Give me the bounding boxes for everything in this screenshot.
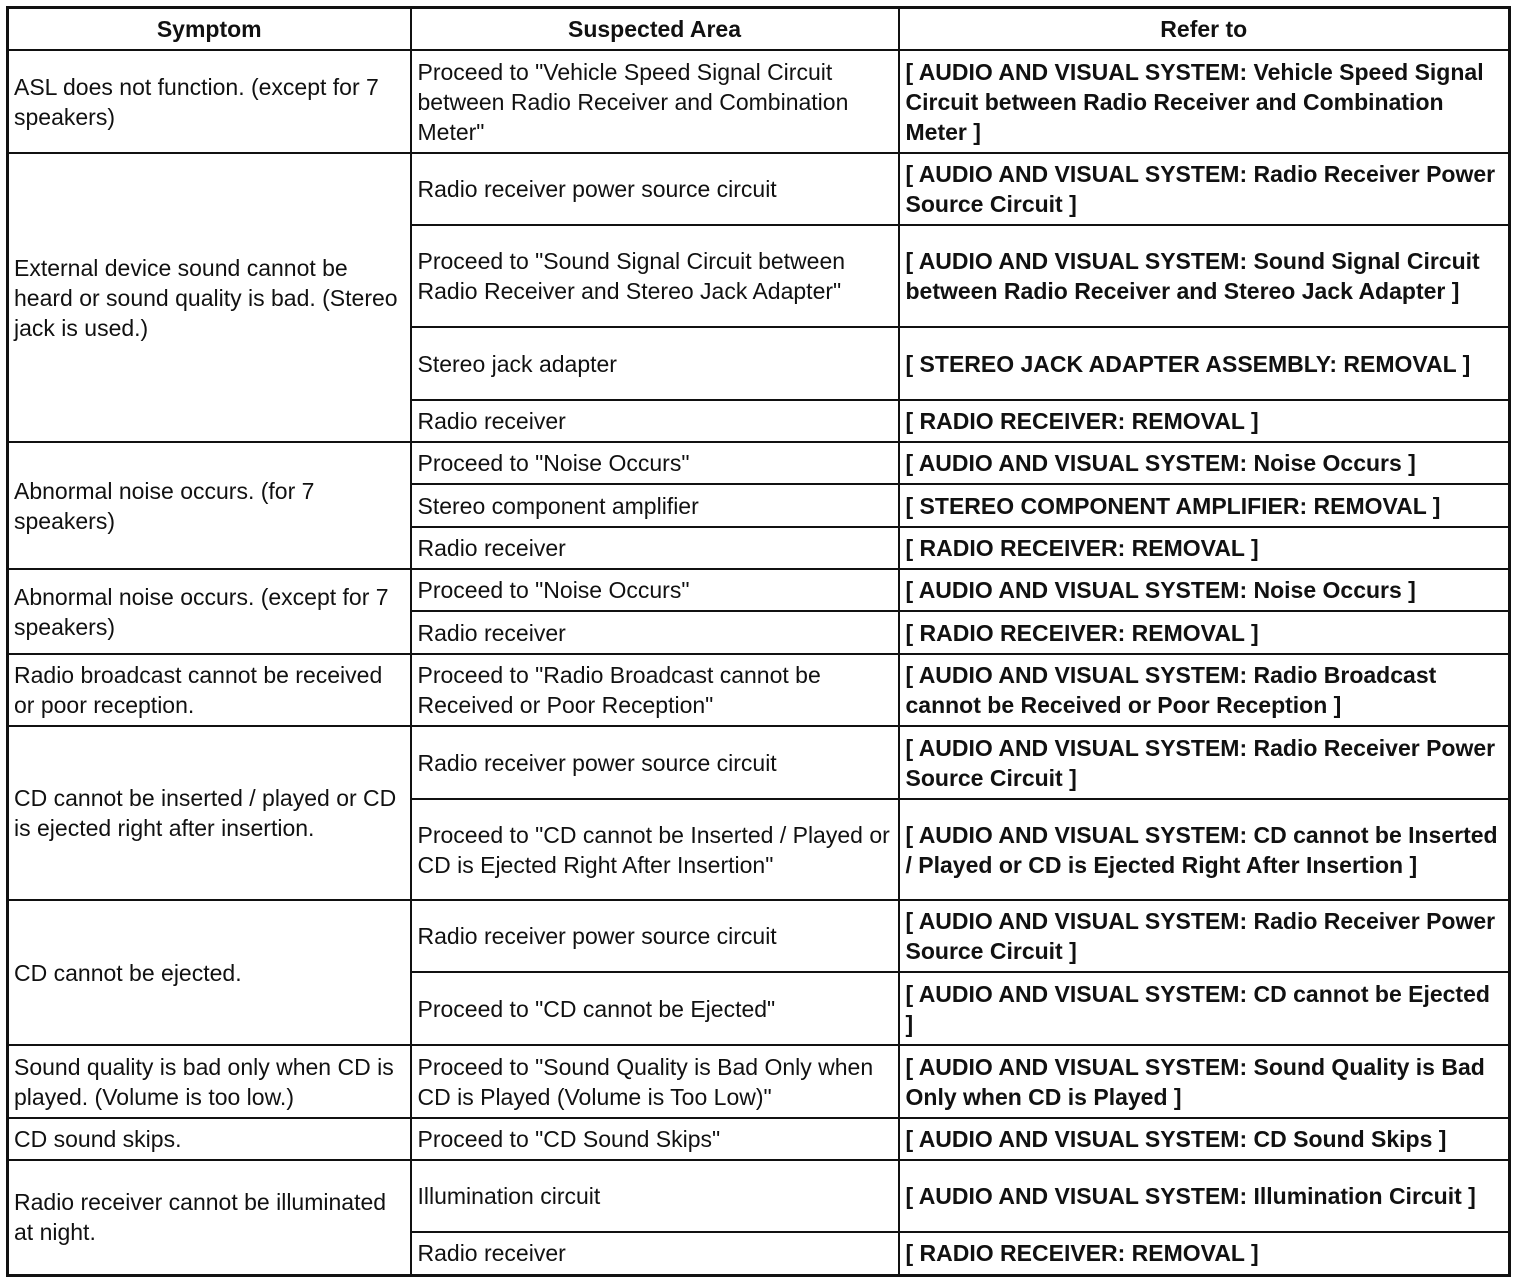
suspected-area-cell: Proceed to "Noise Occurs" — [411, 442, 899, 484]
table-row — [8, 569, 1510, 611]
refer-to-link[interactable]: [ RADIO RECEIVER: REMOVAL ] — [899, 527, 1510, 569]
suspected-area-cell: Radio receiver — [411, 400, 899, 442]
symptom-cell: Sound quality is bad only when CD is played. (Volume is too low.) — [8, 1045, 411, 1118]
symptom-cell: Radio broadcast cannot be received or poor reception. — [8, 654, 411, 726]
refer-to-link[interactable]: [ AUDIO AND VISUAL SYSTEM: Radio Receiver Power Source Circuit ] — [899, 900, 1510, 972]
table-row — [8, 1118, 1510, 1160]
refer-to-link[interactable]: [ RADIO RECEIVER: REMOVAL ] — [899, 611, 1510, 654]
table-row — [8, 153, 1510, 225]
refer-to-link[interactable]: [ AUDIO AND VISUAL SYSTEM: Sound Signal Circuit between Radio Receiver and Stereo Jack Adapter ] — [899, 225, 1510, 327]
suspected-area-cell: Proceed to "Vehicle Speed Signal Circuit between Radio Receiver and Combination Meter" — [411, 50, 899, 153]
refer-to-link[interactable]: [ AUDIO AND VISUAL SYSTEM: Vehicle Speed Signal Circuit between Radio Receiver and Combination Meter ] — [899, 50, 1510, 153]
symptom-cell: Radio receiver cannot be illuminated at night. — [8, 1160, 411, 1275]
refer-to-link[interactable]: [ AUDIO AND VISUAL SYSTEM: CD cannot be Ejected ] — [899, 972, 1510, 1045]
troubleshooting-table — [6, 6, 1511, 1277]
table-row — [8, 1160, 1510, 1232]
suspected-area-cell: Proceed to "CD cannot be Ejected" — [411, 972, 899, 1045]
symptom-cell: Abnormal noise occurs. (except for 7 speakers) — [8, 569, 411, 654]
refer-to-link[interactable]: [ AUDIO AND VISUAL SYSTEM: Noise Occurs ] — [899, 569, 1510, 611]
suspected-area-cell: Proceed to "Sound Quality is Bad Only when CD is Played (Volume is Too Low)" — [411, 1045, 899, 1118]
suspected-area-cell: Proceed to "Radio Broadcast cannot be Received or Poor Reception" — [411, 654, 899, 726]
suspected-area-cell: Radio receiver power source circuit — [411, 900, 899, 972]
suspected-area-cell: Radio receiver power source circuit — [411, 153, 899, 225]
refer-to-link[interactable]: [ AUDIO AND VISUAL SYSTEM: Radio Receiver Power Source Circuit ] — [899, 726, 1510, 799]
suspected-area-cell: Radio receiver — [411, 527, 899, 569]
symptom-cell: External device sound cannot be heard or sound quality is bad. (Stereo jack is used.) — [8, 153, 411, 442]
header-suspected-area: Suspected Area — [411, 8, 899, 51]
refer-to-link[interactable]: [ AUDIO AND VISUAL SYSTEM: CD Sound Skips ] — [899, 1118, 1510, 1160]
refer-to-link[interactable]: [ STEREO JACK ADAPTER ASSEMBLY: REMOVAL ] — [899, 327, 1510, 400]
table-row — [8, 442, 1510, 484]
table-row — [8, 654, 1510, 726]
suspected-area-cell: Stereo component amplifier — [411, 484, 899, 527]
symptom-cell: CD cannot be inserted / played or CD is ejected right after insertion. — [8, 726, 411, 900]
suspected-area-cell: Stereo jack adapter — [411, 327, 899, 400]
refer-to-link[interactable]: [ STEREO COMPONENT AMPLIFIER: REMOVAL ] — [899, 484, 1510, 527]
refer-to-link[interactable]: [ AUDIO AND VISUAL SYSTEM: Illumination Circuit ] — [899, 1160, 1510, 1232]
symptom-cell: ASL does not function. (except for 7 speakers) — [8, 50, 411, 153]
refer-to-link[interactable]: [ AUDIO AND VISUAL SYSTEM: Sound Quality is Bad Only when CD is Played ] — [899, 1045, 1510, 1118]
symptom-cell: CD sound skips. — [8, 1118, 411, 1160]
symptom-cell: CD cannot be ejected. — [8, 900, 411, 1045]
suspected-area-cell: Proceed to "Noise Occurs" — [411, 569, 899, 611]
symptom-cell: Abnormal noise occurs. (for 7 speakers) — [8, 442, 411, 569]
table-row — [8, 726, 1510, 799]
suspected-area-cell: Radio receiver — [411, 1232, 899, 1275]
header-refer-to: Refer to — [899, 8, 1510, 51]
refer-to-link[interactable]: [ AUDIO AND VISUAL SYSTEM: CD cannot be Inserted / Played or CD is Ejected Right After Insertion ] — [899, 799, 1510, 900]
table-row — [8, 50, 1510, 153]
table-row — [8, 900, 1510, 972]
header-row — [8, 8, 1510, 51]
header-symptom: Symptom — [8, 8, 411, 51]
refer-to-link[interactable]: [ RADIO RECEIVER: REMOVAL ] — [899, 400, 1510, 442]
suspected-area-cell: Proceed to "Sound Signal Circuit between Radio Receiver and Stereo Jack Adapter" — [411, 225, 899, 327]
suspected-area-cell: Illumination circuit — [411, 1160, 899, 1232]
table-row — [8, 1045, 1510, 1118]
suspected-area-cell: Proceed to "CD cannot be Inserted / Played or CD is Ejected Right After Insertion" — [411, 799, 899, 900]
refer-to-link[interactable]: [ AUDIO AND VISUAL SYSTEM: Noise Occurs ] — [899, 442, 1510, 484]
suspected-area-cell: Proceed to "CD Sound Skips" — [411, 1118, 899, 1160]
refer-to-link[interactable]: [ AUDIO AND VISUAL SYSTEM: Radio Receiver Power Source Circuit ] — [899, 153, 1510, 225]
suspected-area-cell: Radio receiver — [411, 611, 899, 654]
suspected-area-cell: Radio receiver power source circuit — [411, 726, 899, 799]
refer-to-link[interactable]: [ RADIO RECEIVER: REMOVAL ] — [899, 1232, 1510, 1275]
refer-to-link[interactable]: [ AUDIO AND VISUAL SYSTEM: Radio Broadcast cannot be Received or Poor Reception ] — [899, 654, 1510, 726]
